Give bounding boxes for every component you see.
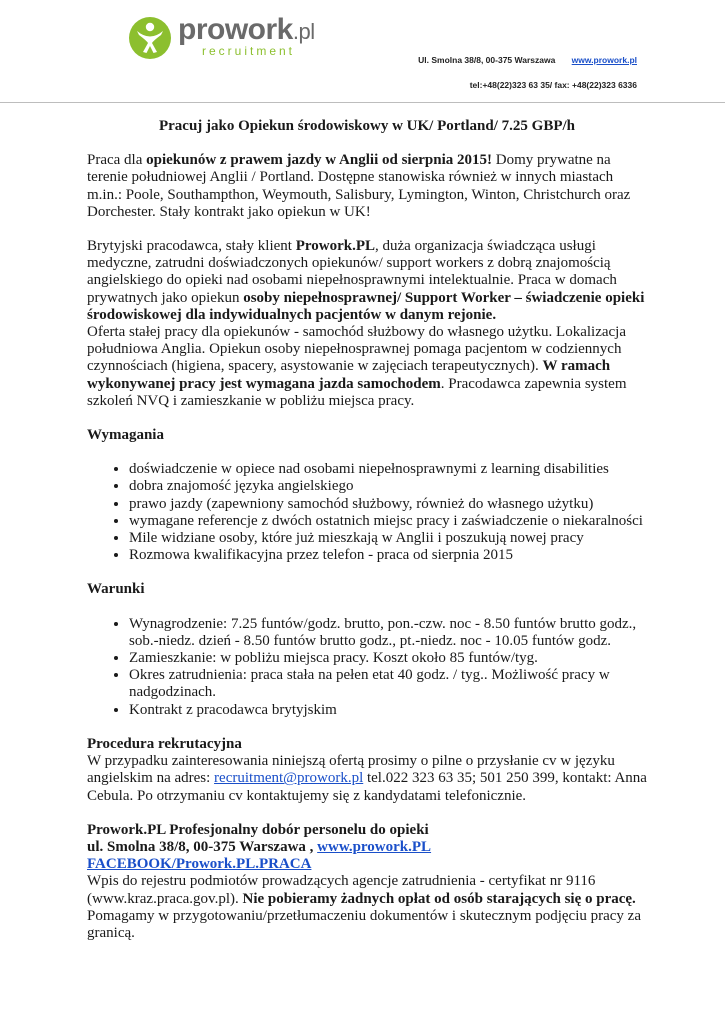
requirement-item: • Rozmowa kwalifikacyjna przez telefon - praca od sierpnia 2015	[129, 547, 647, 564]
recruitment-email-link[interactable]: recruitment@prowork.pl	[214, 770, 364, 787]
prowork-logo	[128, 12, 328, 62]
intro-paragraph	[87, 152, 647, 221]
footer-help-text: Pomagamy w przygotowaniu/przetłumaczeniu dokumentów i skutecznym podjęciu pracy za granicą.	[87, 907, 641, 941]
logo-subtitle: recruitment	[202, 44, 296, 58]
condition-item: • Kontrakt z pracodawca brytyjskim	[129, 702, 647, 719]
requirement-item: • Mile widziane osoby, które już mieszkają w Anglii i poszukują nowej pracy	[129, 530, 647, 547]
requirement-item: • wymagane referencje z dwóch ostatnich miejsc pracy i zaświadczenie o niekaralności	[129, 513, 647, 530]
document-body	[87, 118, 647, 959]
header-divider	[0, 102, 725, 103]
header-phones: tel:+48(22)323 63 35/ fax: +48(22)323 6336	[469, 80, 637, 90]
footer-website-link[interactable]: www.prowork.PL	[317, 838, 432, 855]
employer-text-3: Oferta stałej pracy dla opiekunów - samochód służbowy do własnego użytku. Lokalizacja południowa Anglia. Opiekun osoby niepełnosprawnej pomaga pacjentom w codziennych czynnościach (higiena, spacery, asystowanie w zajęciach terapeutycznych).	[87, 324, 626, 375]
footer-no-fees-text: Nie pobieramy żadnych opłat od osób starających się o pracę.	[242, 890, 636, 907]
condition-item: • Okres zatrudnienia: praca stała na pełen etat 40 godz. / tyg.. Możliwość pracy w nadgodzinach.	[129, 667, 647, 701]
logo-suffix: .pl	[292, 19, 315, 44]
header-website-link[interactable]: www.prowork.pl	[571, 55, 637, 65]
procedure-heading: Procedura rekrutacyjna	[87, 735, 242, 752]
employer-bold-3: W ramach wykonywanej pracy jest wymagana jazda samochodem	[87, 358, 611, 392]
intro-text-2: Domy prywatne na terenie południowej Anglii / Portland. Dostępne stanowiska również w innych miastach m.in.: Poole, Southampthon, Weymouth, Salisbury, Lymington, Winton, Christchurch oraz Dorchester. Stały kontrakt jako opiekun w UK!	[87, 152, 631, 220]
intro-bold-1: opiekunów z prawem jazdy w Anglii od sierpnia 2015!	[146, 152, 492, 169]
requirement-item: • dobra znajomość języka angielskiego	[129, 478, 647, 495]
person-logo-icon	[128, 16, 172, 60]
intro-text-1: Praca dla	[87, 152, 147, 169]
condition-item: • Zamieszkanie: w pobliżu miejsca pracy. Koszt około 85 funtów/tyg.	[129, 650, 647, 667]
requirements-list	[87, 461, 647, 564]
footer-company-line: Prowork.PL Profesjonalny dobór personelu do opieki	[87, 821, 429, 838]
header-address: Ul. Smolna 38/8, 00-375 Warszawa	[418, 55, 556, 65]
employer-paragraph	[87, 238, 647, 410]
procedure-text-2: tel.022 323 63 35; 501 250 399, kontakt: Anna Cebula. Po otrzymaniu cv kontaktujemy się z kandydatami telefonicznie.	[87, 770, 647, 804]
requirements-heading: Wymagania	[87, 427, 164, 444]
employer-text-2: , duża organizacja świadcząca usługi medyczne, zatrudni doświadczonych opiekunów/ support workers z dobrą znajomością angielskiego do opieki nad osobami niepełnosprawnymi intelektualnie. Praca w domach prywatnych jako opiekun	[87, 238, 617, 306]
document-title: Pracuj jako Opiekun środowiskowy w UK/ Portland/ 7.25 GBP/h	[158, 118, 576, 134]
employer-bold-1: Prowork.PL	[295, 238, 376, 255]
requirement-item: • doświadczenie w opiece nad osobami niepełnosprawnymi z learning disabilities	[129, 461, 647, 478]
page-header	[0, 0, 725, 104]
procedure-text-1: W przypadku zainteresowania niniejszą ofertą prosimy o pilne o przysłanie cv w języku angielskim na adres:	[87, 753, 615, 787]
employer-bold-2: osoby niepełnosprawnej/ Support Worker – świadczenie opieki środowiskowej dla indywidualnych pacjentów w danym rejonie.	[87, 289, 645, 323]
header-address-line	[418, 55, 637, 65]
conditions-list	[87, 616, 647, 719]
footer-section	[87, 822, 647, 942]
logo-text: prowork	[178, 13, 293, 46]
requirement-item: • prawo jazdy (zapewniony samochód służbowy, również do własnego użytku)	[129, 496, 647, 513]
footer-address-line: ul. Smolna 38/8, 00-375 Warszawa ,	[87, 838, 318, 855]
employer-text-1: Brytyjski pracodawca, stały klient	[87, 238, 296, 255]
conditions-heading: Warunki	[87, 581, 145, 598]
facebook-link[interactable]: FACEBOOK/Prowork.PL.PRACA	[87, 856, 312, 873]
footer-registry-text: Wpis do rejestru podmiotów prowadzących agencje zatrudnienia - certyfikat nr 9116 (www.kraz.praca.gov.pl).	[87, 873, 596, 907]
employer-text-4: . Pracodawca zapewnia system szkoleń NVQ i zamieszkanie w pobliżu miejsca pracy.	[87, 375, 627, 409]
condition-item: • Wynagrodzenie: 7.25 funtów/godz. brutto, pon.-czw. noc - 8.50 funtów brutto godz., sob.-niedz. dzień - 8.50 funtów brutto godz., pt.-niedz. noc - 10.05 funtów godz.	[129, 616, 647, 650]
procedure-section	[87, 736, 647, 805]
